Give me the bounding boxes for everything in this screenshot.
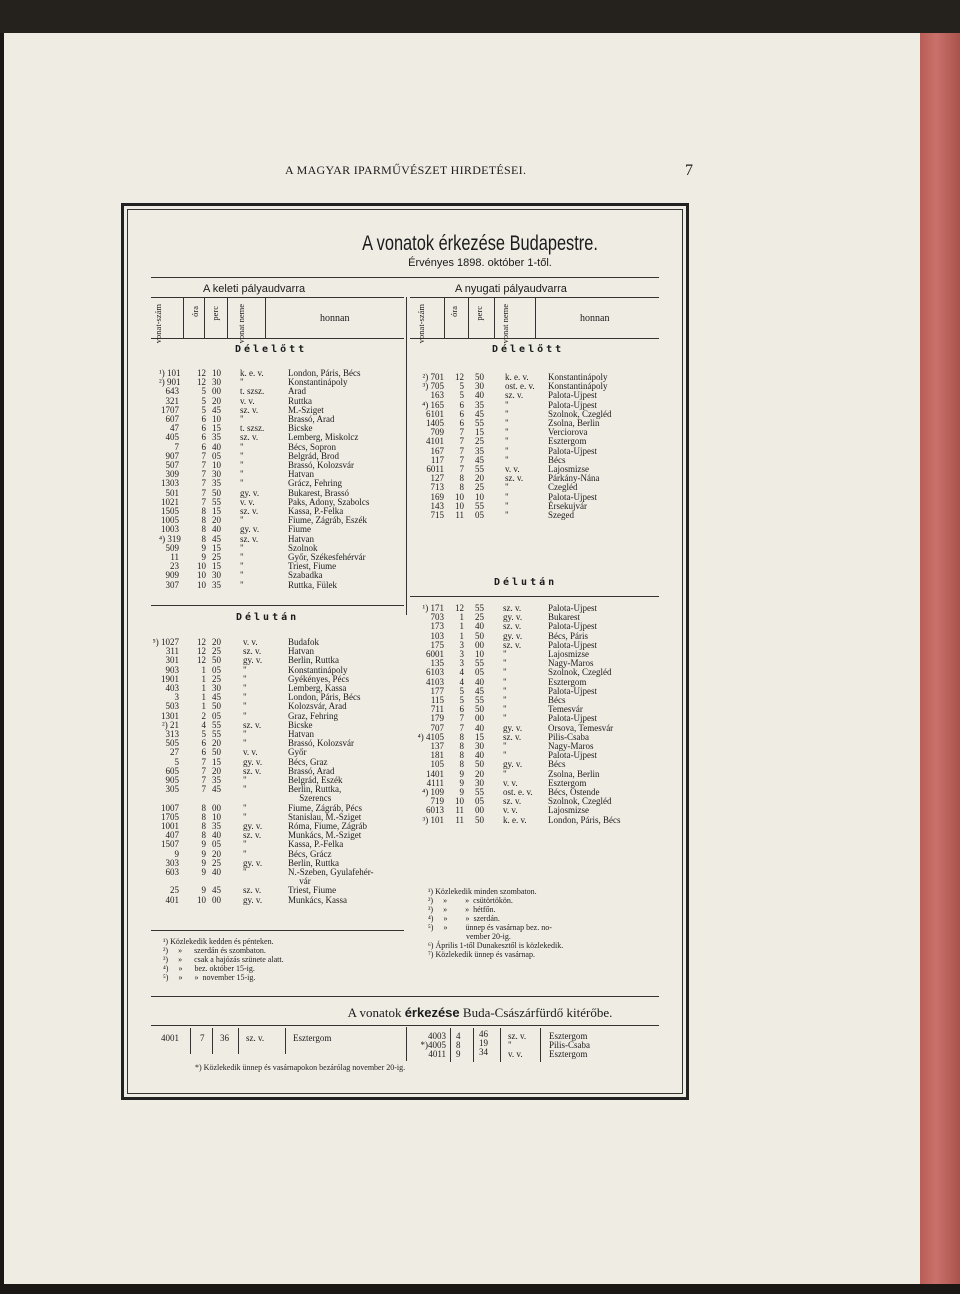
period-am-left: Délelőtt — [235, 344, 308, 355]
buda-left-hour: 7 — [200, 1033, 205, 1043]
divider — [151, 277, 659, 278]
buda-right-mins: 46 19 34 — [479, 1029, 488, 1058]
right-pm-origins: Palota-Ujpest Bukarest Palota-Ujpest Bécs, Páris Palota-Ujpest Lajosmizse Nagy-Maros Szolnok, Czegléd Esztergom Palota-Ujpest Bécs Temesvár Palota-Ujpest Orsova, Temesvár Pilis-Csaba Nagy-Maros Palota-Ujpest Bécs Zsolna, Berlin Esztergom Bécs, Ostende Szolnok, Czegléd Lajosmizse London, Páris, Bécs — [548, 603, 621, 825]
col-header-from-right: honnan — [580, 313, 610, 324]
left-am-origins: London, Páris, Bécs Konstantinápoly Arad Ruttka M.-Sziget Brassó, Arad Bicske Lemberg, Miskolcz Bécs, Sopron Belgrád, Brod Brassó, Kolozsvár Hatvan Grácz, Fehring Bukarest, Brassó Paks, Adony, Szabolcs Kassa, P.-Felka Fiume, Zágráb, Eszék Fiume Hatvan Szolnok Győr, Székesfehérvár Triest, Fiume Szabadka Ruttka, Fülek — [288, 368, 370, 590]
buda-right-nums: 4003 *)4005 4011 — [420, 1031, 446, 1060]
col-header-hour-right: óra — [449, 306, 459, 317]
timetable-title: A vonatok érkezése Budapestre. — [362, 232, 598, 255]
right-am-numbers: ²) 701 ³) 705 163 ⁴) 165 6101 1405 709 4101 167 117 6011 127 713 169 143 715 — [422, 372, 444, 521]
col-header-num-right: vonat-szám — [416, 304, 426, 344]
divider — [151, 1025, 659, 1026]
divider — [151, 297, 404, 298]
buda-center-divider — [406, 1027, 407, 1061]
left-pm-types: v. v. sz. v. gy. v. " " " " " " sz. v. " " v. v. gy. v. sz. v. " " " " gy. v. sz. v. " " gy. v. " sz. v. gy. v. — [243, 637, 263, 905]
col-header-from: honnan — [320, 313, 350, 324]
left-am-numbers: ¹) 101 ²) 901 643 321 1707 607 47 405 7 907 507 309 1303 501 1021 1505 1005 1003 ⁴) 319 509 11 23 909 307 — [159, 368, 181, 590]
divider — [151, 605, 404, 606]
buda-right-types: sz. v. " v. v. — [508, 1031, 527, 1060]
col-header-num: vonat-szám — [153, 304, 163, 344]
col-header-type-right: vonat neme — [500, 304, 510, 344]
divider — [410, 596, 659, 597]
buda-footnote: *) Közlekedik ünnep és vasárnapokon bezárólag november 20-ig. — [195, 1063, 406, 1072]
left-am-types: k. e. v. " t. szsz. v. v. sz. v. " t. szsz. sz. v. " " " " " gy. v. v. v. sz. v. " gy. v. sz. v. " " " " " — [240, 368, 265, 590]
left-pm-numbers: ⁵) 1027 311 301 903 1901 403 3 503 1301 ²) 21 313 505 27 5 605 905 305 1007 1705 1001 407 1507 9 303 603 25 401 — [152, 637, 179, 905]
right-footnotes: ¹) Közlekedik minden szombaton. ²) » » csütörtökön. ³) » » hétfőn. ⁴) » » szerdán. ⁵) » ünnep és vasárnap bez. no- vember 20-ig. ⁶) Április 1-től Dunakesztől is közlekedik. ⁷) Közlekedik ünnep és vasárnap. — [428, 887, 564, 959]
buda-left-min: 36 — [220, 1033, 229, 1043]
left-am-hours: 12 12 5 5 5 6 6 6 6 7 7 7 7 7 7 8 8 8 8 9 9 10 10 10 — [197, 368, 206, 590]
right-pm-numbers: ¹) 171 703 173 103 175 6001 135 6103 4103 177 115 711 179 707 ⁴) 4105 137 181 105 1401 4111 ⁴) 109 719 6013 ³) 101 — [417, 603, 444, 825]
left-pm-origins: Budafok Hatvan Berlin, Ruttka Konstantinápoly Gyékényes, Pécs Lemberg, Kassa London, Páris, Bécs Kolozsvár, Arad Graz, Fehring Bicske Hatvan Brassó, Kolozsvár Győr Bécs, Graz Brassó, Arad Belgrád, Eszék Berlin, Ruttka, Szerencs Fiume, Zágráb, Pécs Stanislau, M.-Sziget Róma, Fiume, Zágráb Munkács, M.-Sziget Kassa, P.-Felka Bécs, Grácz Berlin, Ruttka N.-Szeben, Gyulafehér- vár Triest, Fiume Munkács, Kassa — [288, 637, 374, 905]
timetable-subtitle: Érvényes 1898. október 1-től. — [408, 257, 552, 269]
right-am-origins: Konstantinápoly Konstantinápoly Palota-Ujpest Palota-Ujpest Szolnok, Czegléd Zsolna, Berlin Verciorova Esztergom Palota-Ujpest Bécs Lajosmizse Párkány-Nána Czegléd Palota-Ujpest Érsekujvár Szeged — [548, 372, 612, 521]
right-am-hours: 12 5 5 6 6 6 7 7 7 7 7 8 8 10 10 11 — [455, 372, 464, 521]
running-head: A MAGYAR IPARMŰVÉSZET HIRDETÉSEI. — [285, 163, 527, 177]
divider — [151, 996, 659, 997]
right-pm-types: sz. v. gy. v. sz. v. gy. v. sz. v. " " " " " " " " gy. v. sz. v. " " gy. v. " v. v. ost. e. v. sz. v. v. v. k. e. v. — [503, 603, 533, 825]
right-pm-hours: 12 1 1 1 3 3 3 4 4 5 5 6 7 7 8 8 8 8 9 9 9 10 11 11 — [455, 603, 464, 825]
buda-left-from: Esztergom — [293, 1033, 332, 1043]
left-footnotes: ¹) Közlekedik kedden és pénteken. ²) » szerdán és szombaton. ³) » csak a hajózás szünete alatt. ⁴) » bez. október 15-ig. ⁵) » » november 15-ig. — [163, 937, 284, 982]
top-band — [0, 0, 960, 33]
right-am-minutes: 50 30 40 35 45 55 15 25 35 45 55 20 25 10 55 05 — [475, 372, 484, 521]
buda-right-hours: 4 8 9 — [456, 1031, 461, 1060]
period-pm-right: Délután — [494, 577, 558, 588]
buda-left-num: 4001 — [161, 1033, 179, 1043]
left-station-heading: A keleti pályaudvarra — [203, 283, 306, 295]
period-am-right: Délelőtt — [492, 344, 565, 355]
right-am-types: k. e. v. ost. e. v. sz. v. " " " " " " " v. v. sz. v. " " " " — [505, 372, 535, 521]
center-divider — [406, 297, 407, 615]
col-header-minute: perc — [210, 306, 220, 321]
divider — [410, 338, 659, 339]
col-header-type: vonat neme — [236, 304, 246, 344]
buda-left-type: sz. v. — [246, 1033, 265, 1043]
book-spine — [920, 33, 960, 1284]
buda-title: A vonatok érkezése Buda-Császárfürdő kitérőbe. — [347, 1005, 613, 1020]
period-pm-left: Délután — [236, 612, 300, 623]
divider — [151, 338, 404, 339]
left-pm-minutes: 20 25 50 05 25 30 45 50 05 55 55 20 50 15 20 35 45 00 10 35 40 05 20 25 40 45 00 — [212, 637, 221, 905]
col-header-hour: óra — [190, 306, 200, 317]
left-am-minutes: 10 30 00 20 45 10 15 35 40 05 10 30 35 50 55 15 20 40 45 15 25 15 30 35 — [212, 368, 221, 590]
col-header-minute-right: perc — [474, 306, 484, 321]
right-station-heading: A nyugati pályaudvarra — [455, 283, 567, 295]
left-pm-hours: 12 12 12 1 1 1 1 1 2 4 5 6 6 7 7 7 7 8 8 8 8 9 9 9 9 9 10 — [197, 637, 206, 905]
right-pm-minutes: 55 25 40 50 00 10 55 05 40 45 55 50 00 40 15 30 40 50 20 30 55 05 00 50 — [475, 603, 484, 825]
divider — [151, 930, 404, 931]
page-number: 7 — [685, 162, 693, 179]
buda-right-froms: Esztergom Pilis-Csaba Esztergom — [549, 1031, 591, 1060]
